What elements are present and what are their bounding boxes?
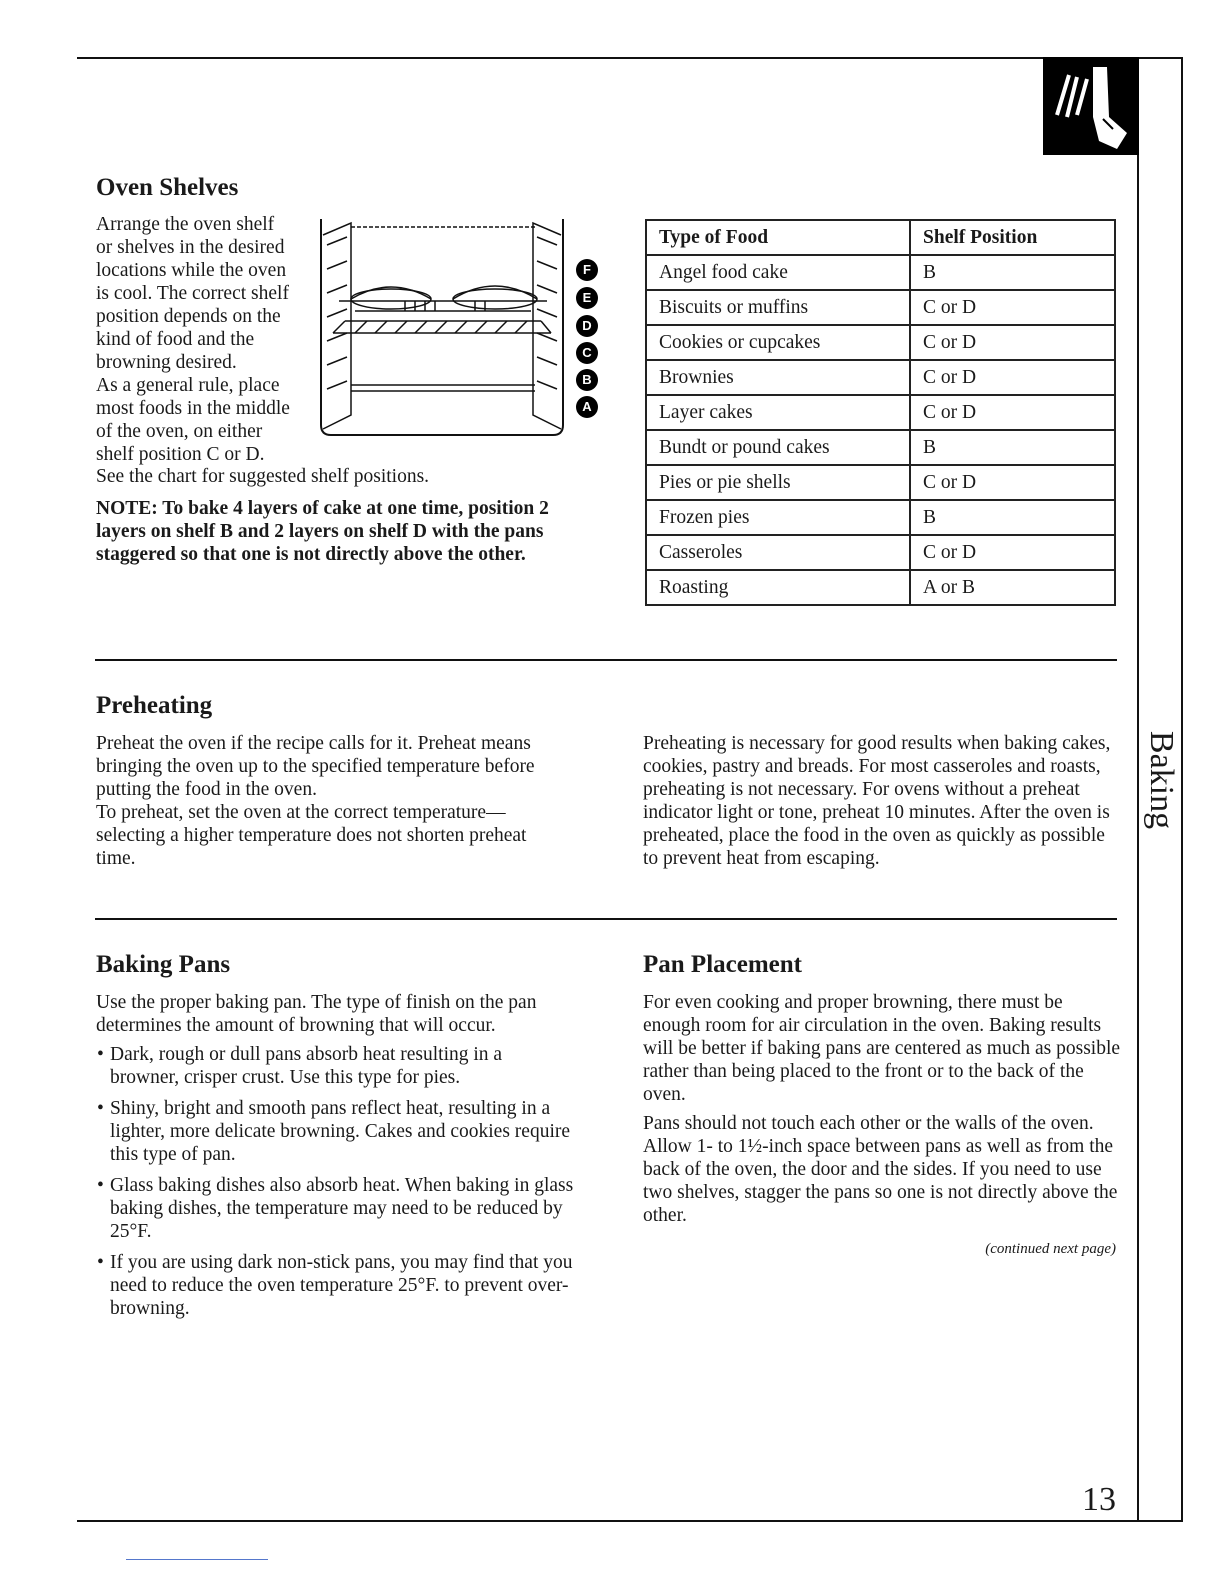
bottom-rule <box>77 1520 1183 1522</box>
table-cell: Roasting <box>646 570 910 605</box>
shelf-letter-f: F <box>576 259 598 281</box>
oven-shelves-chart-ref: See the chart for suggested shelf positions. <box>96 466 430 487</box>
list-item: • Dark, rough or dull pans absorb heat resulting in a browner, crisper crust. Use this type for pies. <box>96 1043 574 1089</box>
oven-shelves-intro: Arrange the oven shelf or shelves in the desired locations while the oven is cool. The correct shelf position depends on the kind of food and the browning desired. As a general rule, place most foods in the middle of the oven, on either shelf position C or D. <box>96 214 290 465</box>
table-cell: Cookies or cupcakes <box>646 325 910 360</box>
table-cell: C or D <box>910 465 1115 500</box>
preheating-heading: Preheating <box>96 692 213 719</box>
list-item: • If you are using dark non-stick pans, you may find that you need to reduce the oven temperature 25°F. to prevent over-browning. <box>96 1251 574 1320</box>
table-cell: Pies or pie shells <box>646 465 910 500</box>
table-cell: Biscuits or muffins <box>646 290 910 325</box>
table-cell: B <box>910 255 1115 290</box>
table-cell: C or D <box>910 290 1115 325</box>
table-header-row <box>646 220 1115 255</box>
table-row <box>646 535 1115 570</box>
table-cell: Bundt or pound cakes <box>646 430 910 465</box>
baking-pans-heading: Baking Pans <box>96 951 231 978</box>
shelf-position-table <box>645 219 1116 606</box>
table-row <box>646 325 1115 360</box>
oven-shelves-heading: Oven Shelves <box>96 174 239 201</box>
table-cell: C or D <box>910 360 1115 395</box>
hand-pointing-icon <box>1043 57 1139 155</box>
table-row <box>646 395 1115 430</box>
table-cell: B <box>910 500 1115 535</box>
continued-note: (continued next page) <box>985 1241 1116 1257</box>
table-row <box>646 570 1115 605</box>
shelf-letter-b: B <box>576 369 598 391</box>
preheating-left-text: Preheat the oven if the recipe calls for it. Preheat means bringing the oven up to the specified temperature before putting the food in the oven. To preheat, set the oven at the correct temperature—selecting a higher temperature does not shorten preheat time. <box>96 733 535 869</box>
pan-placement-para: Pans should not touch each other or the walls of the oven. Allow 1- to 1½-inch space between pans as well as from the back of the oven, the door and the sides. If you need to use two shelves, stagger the pans so one is not directly above the other. <box>643 1113 1118 1226</box>
pan-placement-body <box>643 991 1121 1233</box>
baking-pans-intro: Use the proper baking pan. The type of finish on the pan determines the amount of browning that will occur. <box>96 992 537 1036</box>
footer-link-line <box>126 1559 268 1560</box>
section-divider <box>95 918 1117 920</box>
table-header-cell: Shelf Position <box>910 220 1115 255</box>
table-cell: C or D <box>910 325 1115 360</box>
list-item: • Shiny, bright and smooth pans reflect heat, resulting in a lighter, more delicate browning. Cakes and cookies require this type of pan. <box>96 1097 574 1166</box>
pan-placement-para: For even cooking and proper browning, there must be enough room for air circulation in the oven. Baking results will be better if baking pans are centered as much as possible rather than being placed to the front or to the back of the oven. <box>643 992 1121 1105</box>
table-cell: Layer cakes <box>646 395 910 430</box>
section-divider <box>95 659 1117 661</box>
table-row <box>646 290 1115 325</box>
oven-shelves-note: NOTE: To bake 4 layers of cake at one time, position 2 layers on shelf B and 2 layers on shelf D with the pans staggered so that one is not directly above the other. <box>96 498 549 565</box>
page-number: 13 <box>1082 1481 1116 1518</box>
preheating-right-text: Preheating is necessary for good results when baking cakes, cookies, pastry and breads. For most casseroles and roasts, preheating is not necessary. For ovens without a preheat indicator light or tone, preheat 10 minutes. After the oven is preheated, place the food in the oven as quickly as possible to prevent heat from escaping. <box>643 733 1111 869</box>
table-cell: Angel food cake <box>646 255 910 290</box>
table-cell: C or D <box>910 395 1115 430</box>
baking-pans-body <box>96 991 574 1328</box>
table-row <box>646 430 1115 465</box>
table-cell: C or D <box>910 535 1115 570</box>
table-row <box>646 360 1115 395</box>
list-item: • Glass baking dishes also absorb heat. When baking in glass baking dishes, the temperature may need to be reduced by 25°F. <box>96 1174 574 1243</box>
table-cell: Frozen pies <box>646 500 910 535</box>
table-cell: Casseroles <box>646 535 910 570</box>
shelf-letter-e: E <box>576 287 598 309</box>
table-cell: Brownies <box>646 360 910 395</box>
table-cell: A or B <box>910 570 1115 605</box>
side-tab-label: Baking <box>1143 730 1180 830</box>
table-row <box>646 500 1115 535</box>
shelf-letter-d: D <box>576 315 598 337</box>
oven-shelf-diagram <box>315 215 570 440</box>
baking-pans-list <box>96 1043 574 1320</box>
table-row <box>646 255 1115 290</box>
top-rule <box>77 57 1183 59</box>
shelf-letter-a: A <box>576 396 598 418</box>
table-cell: B <box>910 430 1115 465</box>
table-header-cell: Type of Food <box>646 220 910 255</box>
shelf-letter-c: C <box>576 342 598 364</box>
pan-placement-heading: Pan Placement <box>643 951 802 978</box>
table-row <box>646 465 1115 500</box>
